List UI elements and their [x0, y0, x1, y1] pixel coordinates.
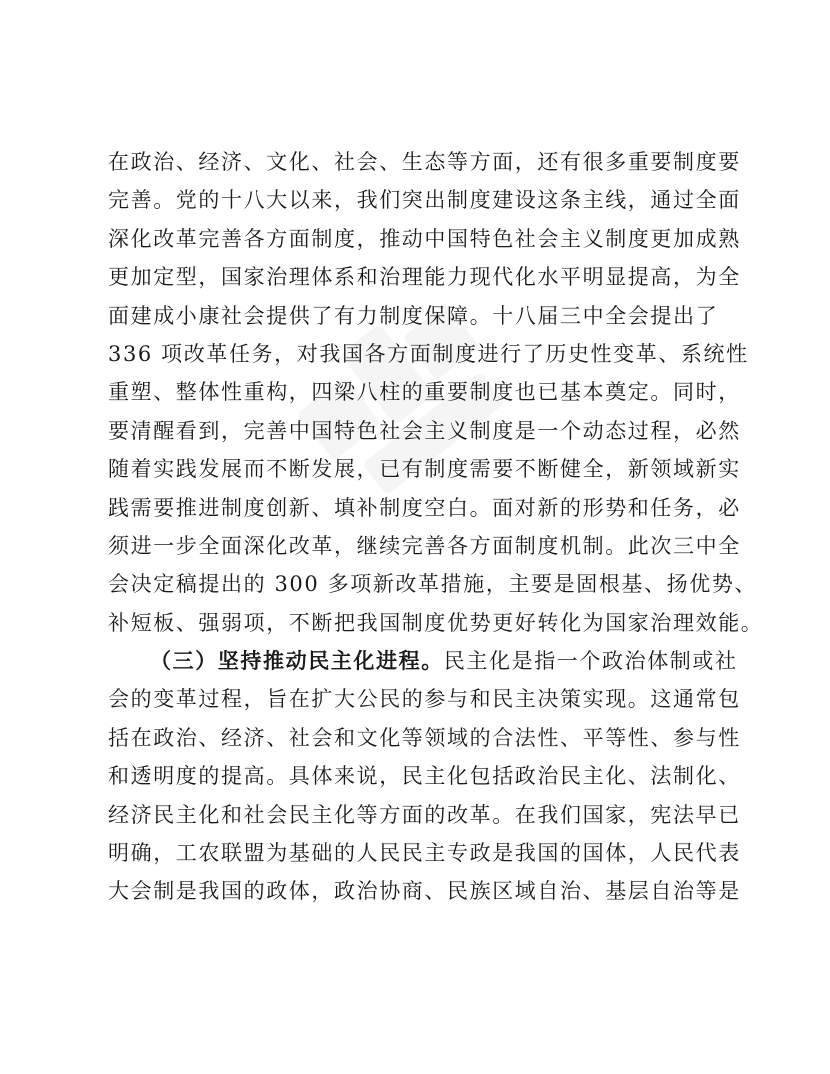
text-line: 336 项改革任务，对我国各方面制度进行了历史性变革、系统性 [108, 341, 749, 366]
text-line: 和透明度的提高。具体来说，民主化包括政治民主化、法制化、 [108, 764, 741, 789]
text-line: 大会制是我国的政体，政治协商、民族区域自治、基层自治等是 [108, 879, 741, 904]
text-line: 深化改革完善各方面制度，推动中国特色社会主义制度更加成熟 [108, 226, 741, 251]
text-line: 会决定稿提出的 300 多项新改革措施，主要是固根基、扬优势、 [108, 572, 758, 597]
section-heading: （三）坚持推动民主化进程。 [150, 648, 444, 674]
section-first-line-text: 民主化是指一个政治体制或社 [443, 649, 738, 674]
body-text [108, 143, 764, 911]
text-line: 面建成小康社会提供了有力制度保障。十八届三中全会提出了 [108, 303, 719, 328]
text-line: 随着实践发展而不断发展，已有制度需要不断健全，新领域新实 [108, 457, 741, 482]
text-line: 要清醒看到，完善中国特色社会主义制度是一个动态过程，必然 [108, 418, 741, 443]
section-first-line [108, 642, 738, 680]
text-line: 更加定型，国家治理体系和治理能力现代化水平明显提高，为全 [108, 265, 741, 290]
text-line: 经济民主化和社会民主化等方面的改革。在我们国家，宪法早已 [108, 802, 741, 827]
text-line: 践需要推进制度创新、填补制度空白。面对新的形势和任务，必 [108, 495, 741, 520]
text-line: 补短板、强弱项，不断把我国制度优势更好转化为国家治理效能。 [108, 610, 764, 635]
text-line: 须进一步全面深化改革，继续完善各方面制度机制。此次三中全 [108, 533, 741, 558]
text-line: 会的变革过程，旨在扩大公民的参与和民主决策实现。这通常包 [108, 687, 741, 712]
text-line: 明确，工农联盟为基础的人民民主专政是我国的国体，人民代表 [108, 841, 741, 866]
text-line: 在政治、经济、文化、社会、生态等方面，还有很多重要制度要 [108, 150, 741, 174]
text-line: 完善。党的十八大以来，我们突出制度建设这条主线，通过全面 [108, 188, 741, 213]
text-line: 重塑、整体性重构，四梁八柱的重要制度也已基本奠定。同时， [108, 380, 741, 405]
text-line: 括在政治、经济、社会和文化等领域的合法性、平等性、参与性 [108, 725, 741, 750]
